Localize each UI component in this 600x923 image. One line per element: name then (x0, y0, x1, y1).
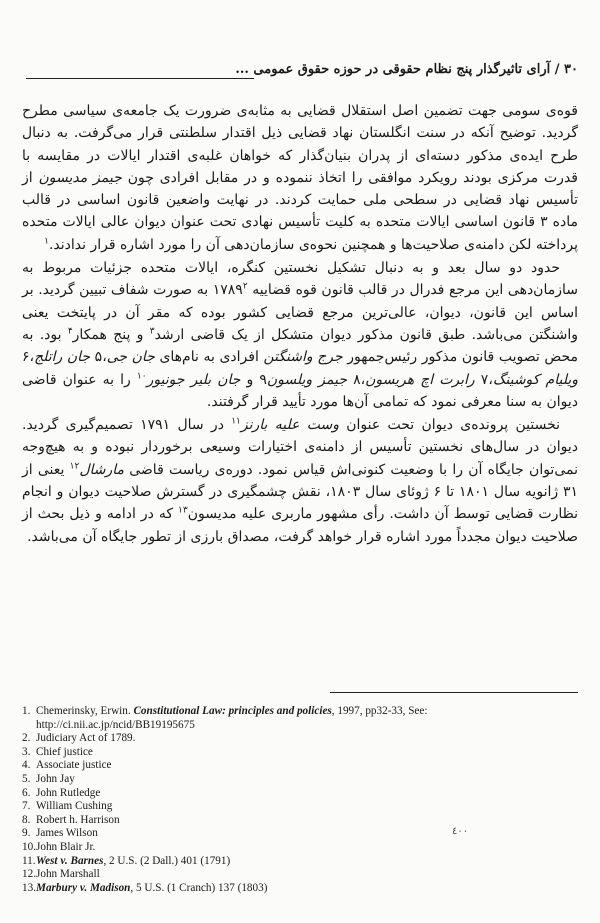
text-run: بود. به محض تصویب قانون مذکور رئیس‌جمهور (22, 326, 579, 366)
text-run: که در ادامه و ذیل بحث از صلاحیت دیوان مجدداً مورد اشاره قرار خواهد گرفت، مصداق بارزی از تطور جایگاه آن می‌باشد. (22, 506, 578, 545)
footnote-title: Constitutional Law: principles and policies (133, 705, 332, 717)
italic-name: جان بلیر جونیور (146, 371, 241, 388)
italic-name: جان جی (106, 349, 155, 366)
footnote-after: , 5 U.S. (1 Cranch) 137 (1803) (130, 881, 268, 894)
footnote-plain: Chemerinsky, Erwin. (36, 705, 134, 717)
italic-name: رابرت اچ هریسون (365, 371, 475, 388)
italic-name: جرج واشنگتن (263, 349, 343, 366)
footnote-text (36, 705, 578, 732)
italic-name: جان راتلج (34, 349, 91, 366)
footnote-plain: James Wilson (36, 827, 98, 840)
footnote-text (36, 814, 578, 828)
body-paragraph (22, 100, 578, 256)
page-title: ۳۰ / آرای تاثیرگذار پنج نظام حقوقی در حوزه حقوق عمومی ... (235, 62, 578, 77)
footnote-item (22, 759, 578, 773)
footnote-text (36, 732, 578, 746)
text-run: ،۵ (90, 349, 107, 366)
footnote-after: , 1997, pp32-33, See: http://ci.nii.ac.jp/ncid/BB19195675 (36, 705, 428, 731)
text-run: افرادی به نام‌های (154, 349, 264, 366)
footnote-number: 7. (22, 800, 31, 813)
footnote-plain: John Blair Jr. (36, 840, 96, 853)
footnote-text (36, 800, 578, 814)
footnote-item (22, 827, 578, 841)
footnote-text (36, 855, 578, 869)
italic-name: جیمز مدیسون (38, 169, 122, 186)
footnote-plain: John Jay (36, 772, 75, 785)
margin-mark: ٤٠٠ (452, 826, 469, 837)
body-text (22, 100, 578, 549)
footnote-text (36, 787, 578, 801)
footnote-number: 8. (22, 813, 31, 826)
footnote-number: 4. (22, 759, 31, 772)
footnote-text (36, 841, 578, 855)
text-run: از تأسیس نهاد قضایی در سطحی ملی حمایت کردند. در نهایت واضعین قانون اساسی در قالب ماده ۳ قانون اساسی ایالات متحده به کلیت تأسیس نهادی تحت عنوان دیوان عالی ایالات متحده پرداخته لکن دامنه‌ی صلاحیت‌ها و همچنین نحوه‌ی سازمان‌دهی آن را مورد اشاره قرار ندادند. (22, 169, 578, 253)
italic-name: جیمز ویلسون (266, 371, 347, 388)
footnote-ref: ۱۳ (178, 505, 188, 516)
footnote-item (22, 705, 578, 732)
footnote-text (36, 882, 578, 896)
footnote-after: , 2 U.S. (2 Dall.) 401 (1791) (103, 854, 231, 867)
footnote-plain: William Cushing (36, 800, 113, 813)
footnote-item (22, 746, 578, 760)
footnote-item (22, 773, 578, 787)
footnote-title: West v. Barnes (36, 854, 104, 867)
footnote-item (22, 732, 578, 746)
text-run: حدود دو سال بعد و به دنبال تشکیل نخستین کنگره، ایالات متحده جزئیات مربوط به سازمان‌دهی این مرجع فدرال در قالب قانون قوه قضاییه ۱۷۸۹ (22, 260, 578, 299)
text-run: نخستین پرونده‌ی دیوان تحت عنوان (338, 417, 560, 434)
text-run: ،۶ (22, 349, 35, 366)
text-run: را به عنوان قاضی دیوان به سنا معرفی نمود که تمامی آن‌ها مورد تأیید قرار گرفتند. (22, 371, 578, 410)
footnote-number: 2. (22, 732, 31, 745)
italic-name: مارشال (79, 461, 125, 478)
footnote-item (22, 882, 578, 896)
footnote-number: 6. (22, 786, 31, 799)
text-run: قوه‌ی سومی جهت تضمین اصل استقلال قضایی به مثابه‌ی ضرورت یک جامعه‌ی سیاسی مطرح گردید. توضیح آنکه در سنت انگلستان نهاد قضایی ذیل اقتدار سلطنتی قرار می‌گرفت. به دنبال طرح ایده‌ی مذکور دسته‌ای از پدران بنیان‌گذار که خواهان غلبه‌ی اقتدار ایالات در مقایسه با قدرت مرکزی بودند رویکرد موافقی را اتخاذ ننموده و در مقابل افرادی چون (22, 103, 578, 186)
footnote-item (22, 814, 578, 828)
footnote-ref: ۱۲ (69, 461, 80, 472)
footnote-text (36, 868, 578, 882)
footnote-title: Marbury v. Madison (36, 881, 131, 894)
footnote-number: 9. (22, 827, 31, 840)
footnote-text (36, 773, 578, 787)
footnote-number: 10. (22, 840, 36, 853)
footnote-plain: John Marshall (36, 868, 100, 881)
footnote-separator (330, 692, 578, 693)
footnote-item (22, 787, 578, 801)
footnote-plain: Associate justice (36, 759, 112, 772)
text-run: به صورت شفاف تبیین گردید. بر اساس این قانون، دیوان، عالی‌ترین مرجع قضایی کشور بوده که مقر آن در پایتخت یعنی واشنگتن می‌باشد. طبق قانون مذکور دیوان متشکل از یک قاضی ارشد (22, 282, 578, 343)
italic-name: وست علیه بارنز (240, 417, 339, 434)
footnote-ref: ۱ (44, 236, 49, 247)
text-run: یعنی از ۳۱ ژانویه سال ۱۸۰۱ تا ۶ ژوئای سال ۱۸۰۳، نقش چشمگیری در گسترش صلاحیت دیوان و انجام نظارت قضایی توسط آن داشت. رأی مشهور ماربری علیه مدیسون (22, 461, 579, 523)
footnote-text (36, 746, 578, 760)
text-run: در سال ۱۷۹۱ تصمیم‌گیری گردید. دیوان در سال‌های نخستین تأسیس از دامنه‌ی اختیارات وسیعی برخوردار نبوده و به هیچ‌وجه نمی‌توان جایگاه آن را با وضعیت کنونی‌اش قیاس نمود. دوره‌ی ریاست قاضی (22, 417, 578, 478)
body-paragraph (22, 257, 578, 413)
text-run: ۹ (259, 371, 267, 388)
footnote-item (22, 855, 578, 869)
text-run: ،۷ (474, 371, 493, 388)
italic-name: ویلیام کوشینگ (492, 371, 578, 388)
footnote-text (36, 759, 578, 773)
footnote-number: 13. (22, 881, 36, 894)
footnote-item (22, 868, 578, 882)
text-run: ،۸ (346, 371, 366, 388)
footnote-ref: ۳ (149, 326, 155, 337)
footnote-plain: John Rutledge (36, 786, 101, 799)
footnote-ref: ۴ (67, 326, 73, 337)
header-rule (26, 78, 254, 79)
footnote-item (22, 841, 578, 855)
body-paragraph (22, 414, 578, 548)
footnotes (22, 705, 578, 895)
footnote-number: 1. (22, 705, 31, 717)
footnote-ref: ۱۱ (231, 416, 241, 427)
footnote-number: 11. (22, 854, 36, 867)
footnote-text (36, 827, 578, 841)
footnote-number: 5. (22, 772, 31, 785)
footnote-ref: ۲ (242, 281, 248, 292)
footnote-number: 12. (22, 868, 36, 881)
text-run: و پنج همکار (72, 326, 150, 343)
footnote-plain: Chief justice (36, 745, 93, 758)
footnote-ref: ۱۰ (136, 370, 147, 381)
text-run: و (240, 371, 260, 388)
footnote-plain: Robert h. Harrison (36, 813, 120, 826)
footnote-plain: Judiciary Act of 1789. (36, 732, 136, 745)
footnote-number: 3. (22, 745, 31, 758)
footnote-item (22, 800, 578, 814)
page-header (22, 62, 578, 86)
